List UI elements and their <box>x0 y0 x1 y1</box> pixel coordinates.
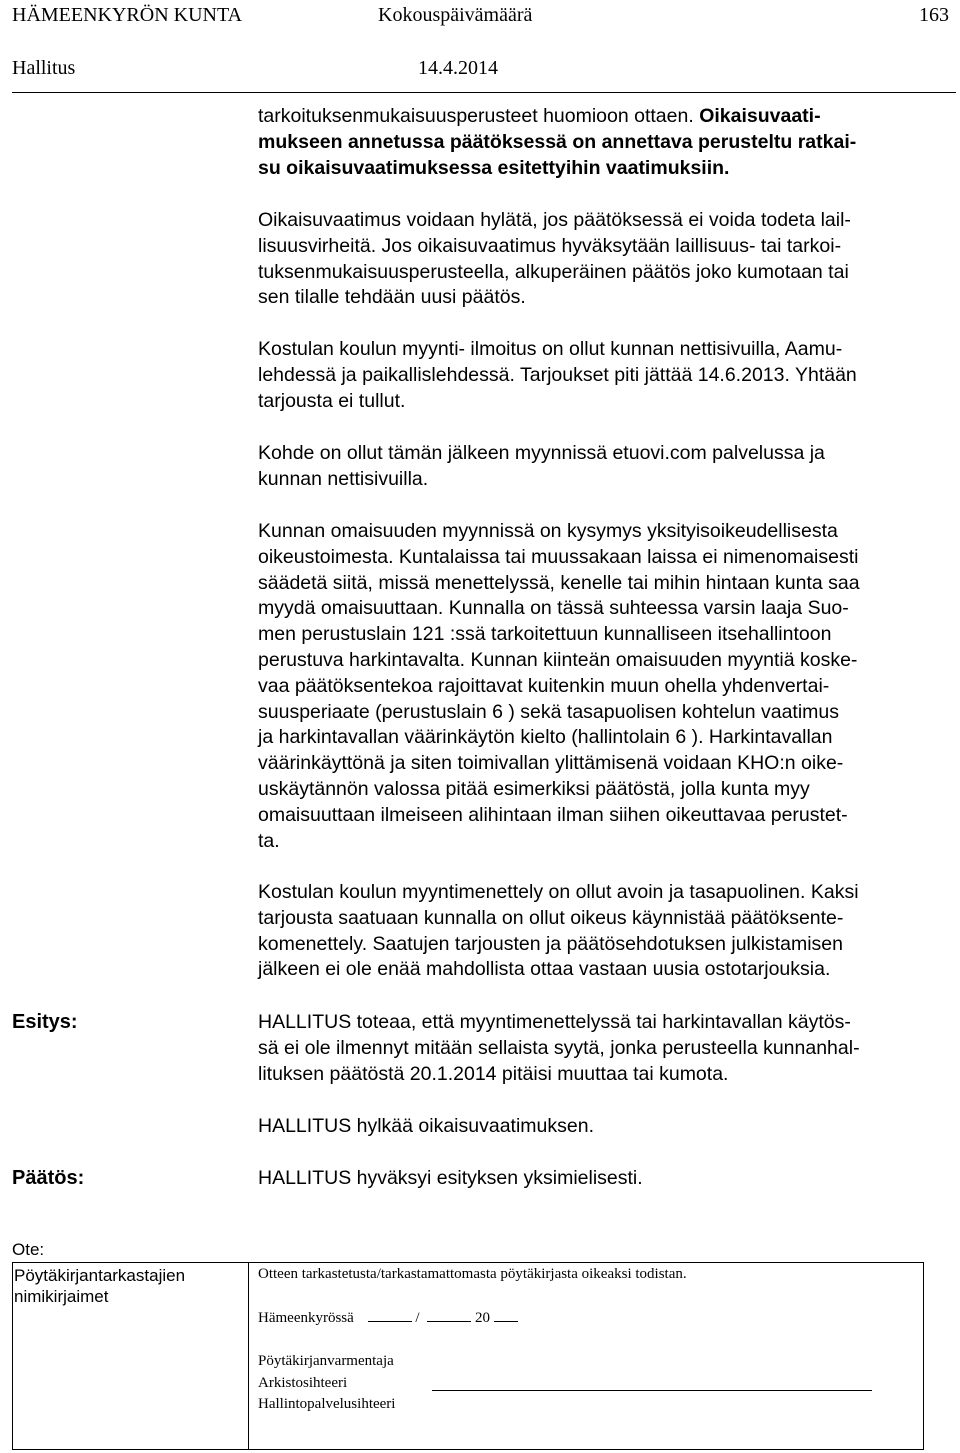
text-line: mukseen annetussa päätöksessä on annettava perusteltu ratkai- <box>258 130 857 153</box>
excerpt-label: Ote: <box>12 1240 45 1259</box>
certification-statement: Otteen tarkastetusta/tarkastamattomasta pöytäkirjasta oikeaksi todistan. <box>258 1266 687 1282</box>
text-line: Kostulan koulun myynti- ilmoitus on ollut kunnan nettisivuilla, Aamu- <box>258 338 843 360</box>
text-line: omaisuuttaan ilmeiseen alihintaan ilman siihen oikeuttavaa perustet- <box>258 803 848 826</box>
decision-text <box>258 1166 948 1192</box>
text-line: Oikaisuvaatimus voidaan hylätä, jos päätöksessä ei voida todeta lail- <box>258 209 851 231</box>
text-line: ta. <box>258 829 280 852</box>
text-line: säädetä siitä, missä menettelyssä, kenelle tai mihin hintaan kunta saa <box>258 571 860 594</box>
text-line: HALLITUS hylkää oikaisuvaatimuksen. <box>258 1115 594 1137</box>
meeting-date: 14.4.2014 <box>418 57 498 79</box>
text-line: tarjousta saatuaan kunnalla on ollut oikeus käynnistää päätöksente- <box>258 906 844 929</box>
text-line: oikeustoimesta. Kuntalaissa tai muussakaan laissa ei nimenomaisesti <box>258 545 859 568</box>
signature-line <box>432 1390 872 1391</box>
meeting-body: Hallitus <box>12 57 76 79</box>
text-line: uskäytännön valossa pitää esimerkiksi päätöstä, jolla kunta myy <box>258 777 810 800</box>
paragraph-etuovi <box>258 441 948 493</box>
text-line: lituksen päätöstä 20.1.2014 pitäisi muuttaa tai kumota. <box>258 1062 729 1085</box>
proposal-label: Esitys: <box>12 1011 78 1033</box>
text-line: perustuva harkintavalta. Kunnan kiinteän omaisuuden myyntiä koske- <box>258 648 858 671</box>
place-name: Hämeenkyrössä <box>258 1310 354 1326</box>
text-line: suusperiaate (perustuslain 6 ) sekä tasapuolisen kohtelun vaatimus <box>258 700 840 723</box>
text-line: su oikaisuvaatimuksessa esitettyihin vaatimuksiin. <box>258 156 730 179</box>
text-line: jälkeen ei ole enää mahdollista ottaa vastaan uusia ostotarjouksia. <box>258 958 831 981</box>
text-line: komenettely. Saatujen tarjousten ja päätösehdotuksen julkistamisen <box>258 932 843 955</box>
text-line: lisuusvirheitä. Jos oikaisuvaatimus hyväksytään laillisuus- tai tarkoi- <box>258 234 842 257</box>
text-line: sen tilalle tehdään uusi päätös. <box>258 286 526 309</box>
inspector-initials-label <box>14 1265 185 1307</box>
role-arkistosihteeri: Arkistosihteeri <box>258 1375 348 1391</box>
place-date-line <box>258 1309 518 1327</box>
text-line: Pöytäkirjantarkastajien <box>14 1266 186 1285</box>
text-line: nimikirjaimet <box>14 1287 109 1306</box>
decision-label: Päätös: <box>12 1167 85 1189</box>
text-line: HALLITUS toteaa, että myyntimenettelyssä tai harkintavallan käytös- <box>258 1011 851 1033</box>
document-type: Kokouspäivämäärä <box>378 4 533 26</box>
year-blank <box>494 1309 518 1322</box>
month-blank <box>427 1309 471 1322</box>
proposal-text <box>258 1010 948 1087</box>
text-line: tarjousta ei tullut. <box>258 389 406 412</box>
text-line: sä ei ole ilmennyt mitään sellaista syytä, jonka perusteella kunnanhal- <box>258 1036 860 1059</box>
text-line: Kohde on ollut tämän jälkeen myynnissä etuovi.com palvelussa ja <box>258 442 825 464</box>
header-divider <box>12 92 956 93</box>
paragraph-sale-procedure <box>258 880 948 983</box>
paragraph-sale-notice <box>258 337 948 414</box>
text-line: lehdessä ja paikallislehdessä. Tarjoukset piti jättää 14.6.2013. Yhtään <box>258 363 857 386</box>
role-hallintopalvelusihteeri: Hallintopalvelusihteeri <box>258 1396 396 1412</box>
day-blank <box>368 1309 412 1322</box>
text-line: Kostulan koulun myyntimenettely on ollut avoin ja tasapuolinen. Kaksi <box>258 881 859 903</box>
text-line: tuksenmukaisuusperusteella, alkuperäinen päätös joko kumotaan tai <box>258 260 849 283</box>
year-prefix: 20 <box>474 1310 490 1326</box>
role-varmentaja: Pöytäkirjanvarmentaja <box>258 1353 394 1369</box>
text-line: tarkoituksenmukaisuusperusteet huomioon ottaen. Oikaisuvaati- <box>258 105 821 127</box>
municipality-name: HÄMEENKYRÖN KUNTA <box>12 4 243 26</box>
text-line: men perustuslain 121 :ssä tarkoitettuun kunnalliseen itsehallintoon <box>258 623 832 646</box>
paragraph-rectification-grounds <box>258 104 948 181</box>
text-line: ja harkintavallan väärinkäytön kielto (hallintolain 6 ). Harkintavallan <box>258 726 833 749</box>
paragraph-legal-basis <box>258 519 948 854</box>
text-line: myydä omaisuuttaan. Kunnalla on tässä suhteessa varsin laaja Suo- <box>258 597 849 620</box>
text-line: kunnan nettisivuilla. <box>258 467 429 490</box>
text-line: väärinkäyttönä ja siten toimivallan ylittämisenä voidaan KHO:n oike- <box>258 752 844 775</box>
paragraph-rejection <box>258 208 948 311</box>
date-separator: / <box>415 1310 420 1326</box>
text-line: Kunnan omaisuuden myynnissä on kysymys yksityisoikeudellisesta <box>258 520 838 542</box>
page-number: 163 <box>919 4 949 26</box>
proposal-rejection <box>258 1114 948 1140</box>
text-line: HALLITUS hyväksyi esityksen yksimielisesti. <box>258 1167 643 1189</box>
text-line: vaa päätöksentekoa rajoittavat kuitenkin muun ohella yhdenvertai- <box>258 674 830 697</box>
certification-divider <box>248 1262 249 1450</box>
